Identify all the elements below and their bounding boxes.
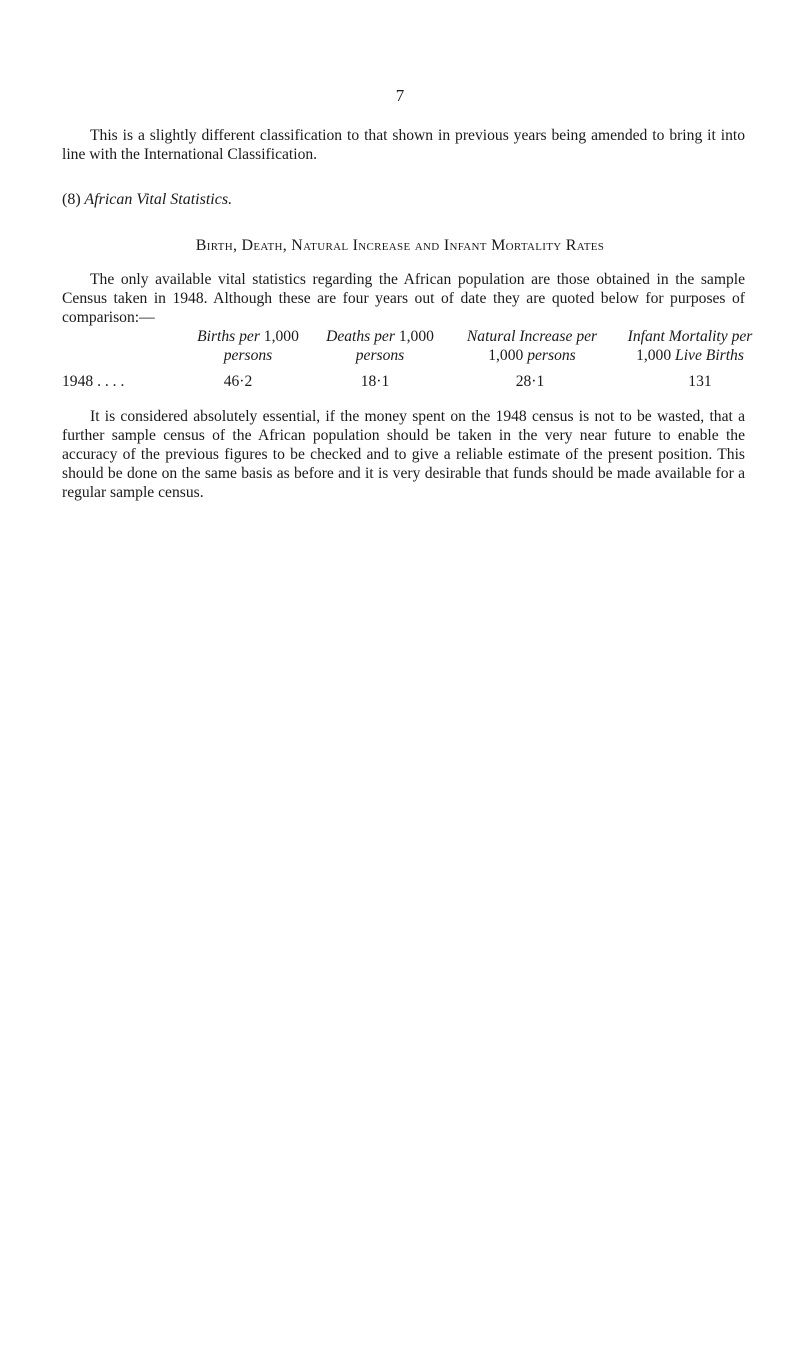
header-text: Infant Mortality per bbox=[627, 328, 753, 345]
header-text: persons bbox=[355, 347, 405, 364]
column-header-infant-mortality bbox=[615, 327, 765, 365]
header-text: persons bbox=[527, 347, 576, 364]
table-cell-deaths: 18·1 bbox=[360, 373, 390, 390]
table-cell-infant-mortality: 131 bbox=[688, 373, 712, 390]
page-number: 7 bbox=[395, 86, 405, 105]
table-row-label: 1948 . . . . bbox=[62, 373, 125, 390]
section-title bbox=[62, 191, 232, 209]
header-text: 1,000 bbox=[394, 328, 434, 345]
closing-paragraph: It is considered absolutely essential, if the money spent on the 1948 census is not to be wasted, that a further sample census of the African population should be taken in the very near future to enable the accuracy of the previous figures to be checked and to give a reliable estimate of the present position. This should be done on the same basis as before and it is very desirable that funds should be made available for a regular sample census. bbox=[62, 408, 745, 501]
table-heading: Birth, Death, Natural Increase and Infant Mortality Rates bbox=[195, 237, 605, 254]
header-text: Deaths per bbox=[326, 328, 395, 345]
column-header-deaths bbox=[315, 327, 445, 365]
header-text: Live Births bbox=[675, 347, 744, 364]
section-number: (8) bbox=[62, 191, 81, 208]
header-text: Births per bbox=[197, 328, 260, 345]
header-text: 1,000 bbox=[636, 347, 676, 364]
body-paragraph: The only available vital statistics regarding the African population are those obtained in the sample Census taken in 1948. Although these are four years out of date they are quoted below for purposes of comparison:— bbox=[62, 271, 745, 326]
header-text: 1,000 bbox=[488, 347, 528, 364]
section-title-text: African Vital Statistics. bbox=[84, 191, 233, 208]
table-cell-natural-increase: 28·1 bbox=[515, 373, 545, 390]
header-text: 1,000 bbox=[259, 328, 299, 345]
table-cell-births: 46·2 bbox=[223, 373, 253, 390]
header-text: persons bbox=[223, 347, 273, 364]
column-header-births bbox=[188, 327, 308, 365]
column-header-natural-increase bbox=[452, 327, 612, 365]
intro-paragraph: This is a slightly different classification to that shown in previous years being amended to bring it into line with the International Classification. bbox=[62, 127, 745, 163]
header-text: Natural Increase per bbox=[466, 328, 598, 345]
